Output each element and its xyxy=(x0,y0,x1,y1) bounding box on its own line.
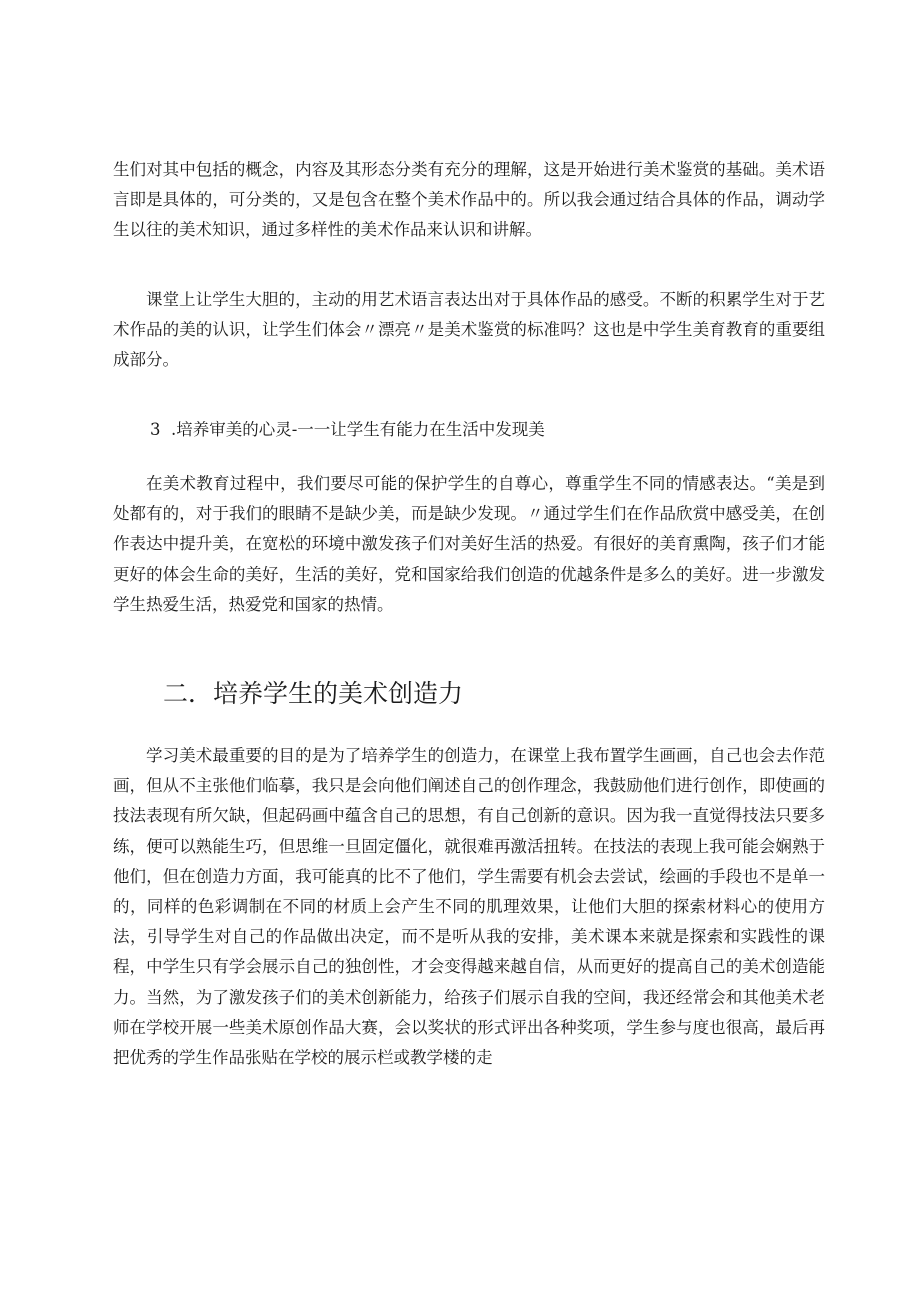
subheading-3: 3 .培养审美的心灵-一一让学生有能力在生活中发现美 xyxy=(150,420,545,439)
paragraph-education: 在美术教育过程中，我们要尽可能的保护学生的自尊心，尊重学生不同的情感表达。“美是到处都有的，对于我们的眼睛不是缺少美，而是缺少发现。〃通过学生们在作品欣赏中感受美，在创作表达中提升美，在宽松的环境中激发孩子们对美好生活的热爱。有很好的美育熏陶，孩子们才能更好的体会生命的美好，生活的美好，党和国家给我们创造的优越条件是多么的美好。进一步激发学生热爱生活，热爱党和国家的热情。 xyxy=(113,474,825,614)
paragraph-continued: 生们对其中包括的概念，内容及其形态分类有充分的理解，这是开始进行美术鉴赏的基础。美术语言即是具体的，可分类的，又是包含在整个美术作品中的。所以我会通过结合具体的作品，调动学生以往的美术知识，通过多样性的美术作品来认识和讲解。 xyxy=(113,160,825,240)
section-heading-2: 二．培养学生的美术创造力 xyxy=(163,679,464,708)
paragraph-classroom: 课堂上让学生大胆的，主动的用艺术语言表达出对于具体作品的感受。不断的积累学生对于艺术作品的美的认识，让学生们体会〃漂亮〃是美术鉴赏的标准吗？这也是中学生美育教育的重要组成部分。 xyxy=(113,290,825,370)
paragraph-creativity: 学习美术最重要的目的是为了培养学生的创造力，在课堂上我布置学生画画，自己也会去作范画，但从不主张他们临摹，我只是会向他们阐述自己的创作理念，我鼓励他们进行创作，即使画的技法表现有所欠缺，但起码画中蕴含自己的思想，有自己创新的意识。因为我一直觉得技法只要多练，便可以熟能生巧，但思维一旦固定僵化，就很难再激活扭转。在技法的表现上我可能会娴熟于他们，但在创造力方面，我可能真的比不了他们，学生需要有机会去尝试，绘画的手段也不是单一的，同样的色彩调制在不同的材质上会产生不同的肌理效果，让他们大胆的探索材料心的使用方法，引导学生对自己的作品做出决定，而不是听从我的安排，美术课本来就是探索和实践性的课程，中学生只有学会展示自己的独创性，才会变得越来越自信，从而更好的提高自己的美术创造能力。当然，为了激发孩子们的美术创新能力，给孩子们展示自我的空间，我还经常会和其他美术老师在学校开展一些美术原创作品大赛，会以奖状的形式评出各种奖项，学生参与度也很高，最后再把优秀的学生作品张贴在学校的展示栏或教学楼的走 xyxy=(113,746,825,1068)
